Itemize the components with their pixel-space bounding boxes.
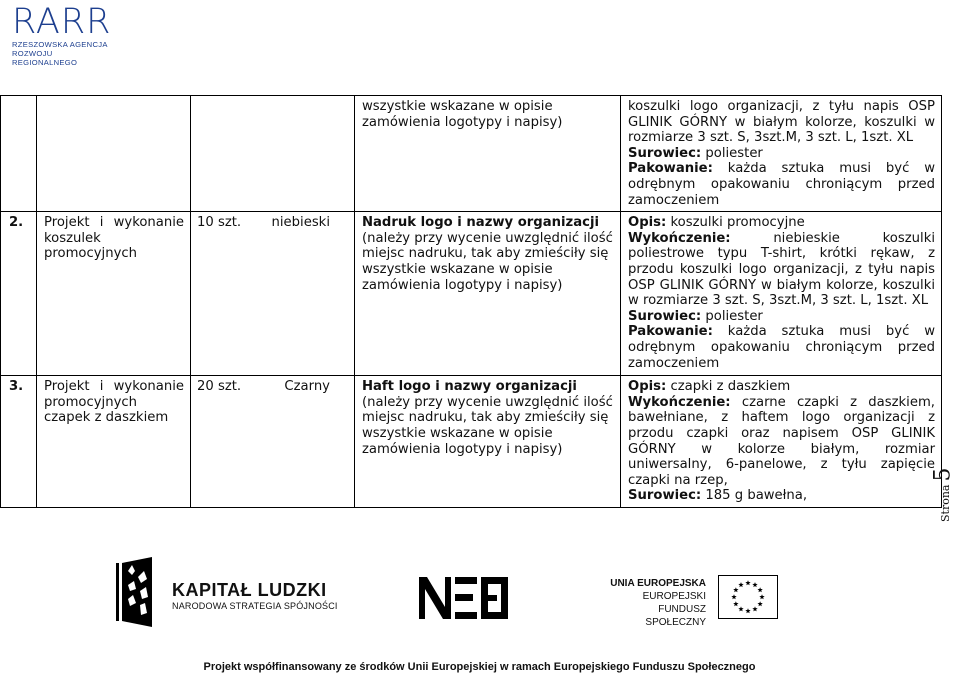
desc-line: Pakowanie: każda sztuka musi być w odrębnym opakowaniu chroniącym przed zamoczeniem: [628, 324, 935, 371]
desc-line: koszulki logo organizacji, z tyłu napis OSP GLINIK GÓRNY w białym kolorze, koszulki w rozmiarze 3 szt. S, 3szt.M, 3 szt. L, 1szt. XL: [628, 99, 935, 146]
table-row: [1, 212, 942, 376]
row-number: 2.: [1, 212, 37, 376]
kapital-ludzki-title: KAPITAŁ LUDZKI: [172, 580, 327, 600]
desc-line: Opis: czapki z daszkiem: [628, 379, 791, 395]
row-number: [1, 96, 37, 212]
item-color: niebieski: [271, 215, 330, 231]
item-description: [621, 96, 942, 212]
page-label: [930, 467, 957, 524]
print-title: Nadruk logo i nazwy organizacji: [362, 215, 599, 231]
item-description: [621, 212, 942, 376]
table-row: [1, 376, 942, 508]
kapital-ludzki-flag-icon: [114, 557, 154, 629]
desc-line: Surowiec: 185 g bawełna,: [628, 488, 808, 504]
item-color: Czarny: [284, 379, 330, 395]
footer-note: Projekt współfinansowany ze środków Unii Europejskiej w ramach Europejskiego Funduszu Społecznego: [203, 661, 756, 673]
kapital-ludzki-logo: [114, 557, 344, 629]
print-title: Haft logo i nazwy organizacji: [362, 379, 577, 395]
page-label-word: Strona: [939, 484, 952, 522]
eu-line-1: UNIA EUROPEJSKA: [610, 578, 706, 589]
desc-line: Pakowanie: każda sztuka musi być w odrębnym opakowaniu chroniącym przed zamoczeniem: [628, 161, 935, 208]
eu-flag-icon: [718, 575, 778, 619]
desc-line: Wykończenie: czarne czapki z daszkiem, bawełniane, z haftem logo organizacji z przodu czapki oraz napisem OSP GLINIK GÓRNY w kolorze białym, rozmiar uniwersalny, 6-panelowe, z tyłu zapięcie czapki na rzep,: [628, 394, 935, 488]
desc-line: Opis: koszulki promocyjne: [628, 215, 805, 231]
item-quantity-color: [191, 376, 355, 508]
logo-mark: RARR: [12, 2, 112, 42]
print-text: (należy przy wycenie uwzględnić ilość miejsc nadruku, tak aby zmieściły się wszystkie wskazane w opisie zamówienia logotypy i napisy): [362, 230, 613, 293]
item-quantity-color: [191, 212, 355, 376]
item-print: [355, 96, 621, 212]
eu-line-3: FUNDUSZ SPOŁECZNY: [645, 604, 706, 628]
desc-line: Surowiec: poliester: [628, 145, 763, 161]
eu-logo: [596, 575, 776, 628]
print-text: wszystkie wskazane w opisie zamówienia logotypy i napisy): [362, 99, 563, 130]
specification-table: [0, 95, 942, 508]
print-text: (należy przy wycenie uwzględnić ilość miejsc nadruku, tak aby zmieściły się wszystkie wskazane w opisie zamówienia logotypy i napisy): [362, 394, 613, 457]
item-quantity: 10 szt.: [197, 215, 242, 231]
item-quantity-color: [191, 96, 355, 212]
logo-subtitle-2: ROZWOJU REGIONALNEGO: [12, 49, 78, 67]
item-name: Projekt i wykonanie koszulek promocyjnych: [37, 212, 191, 376]
item-print: [355, 212, 621, 376]
item-print: [355, 376, 621, 508]
neo-logo: [417, 573, 510, 621]
item-name: Projekt i wykonanie promocyjnych czapek z daszkiem: [37, 376, 191, 508]
item-name: [37, 96, 191, 212]
eu-line-2: EUROPEJSKI: [642, 591, 706, 602]
kapital-ludzki-subtitle: NARODOWA STRATEGIA SPÓJNOŚCI: [172, 601, 338, 611]
page-number: 5: [930, 467, 956, 482]
rarr-logo: [12, 4, 112, 67]
table-row: [1, 96, 942, 212]
item-quantity: 20 szt.: [197, 379, 242, 395]
row-number: 3.: [1, 376, 37, 508]
logo-subtitle-1: RZESZOWSKA AGENCJA: [12, 40, 108, 49]
desc-line: Wykończenie: niebieskie koszulki poliestrowe typu T-shirt, krótki rękaw, z przodu koszulki logo organizacji, z tyłu napis OSP GLINIK GÓRNY w białym kolorze, koszulki w rozmiarze 3 szt. S, 3szt.M, 3 szt. L, 1szt. XL: [628, 230, 935, 309]
item-description: [621, 376, 942, 508]
desc-line: Surowiec: poliester: [628, 308, 763, 324]
